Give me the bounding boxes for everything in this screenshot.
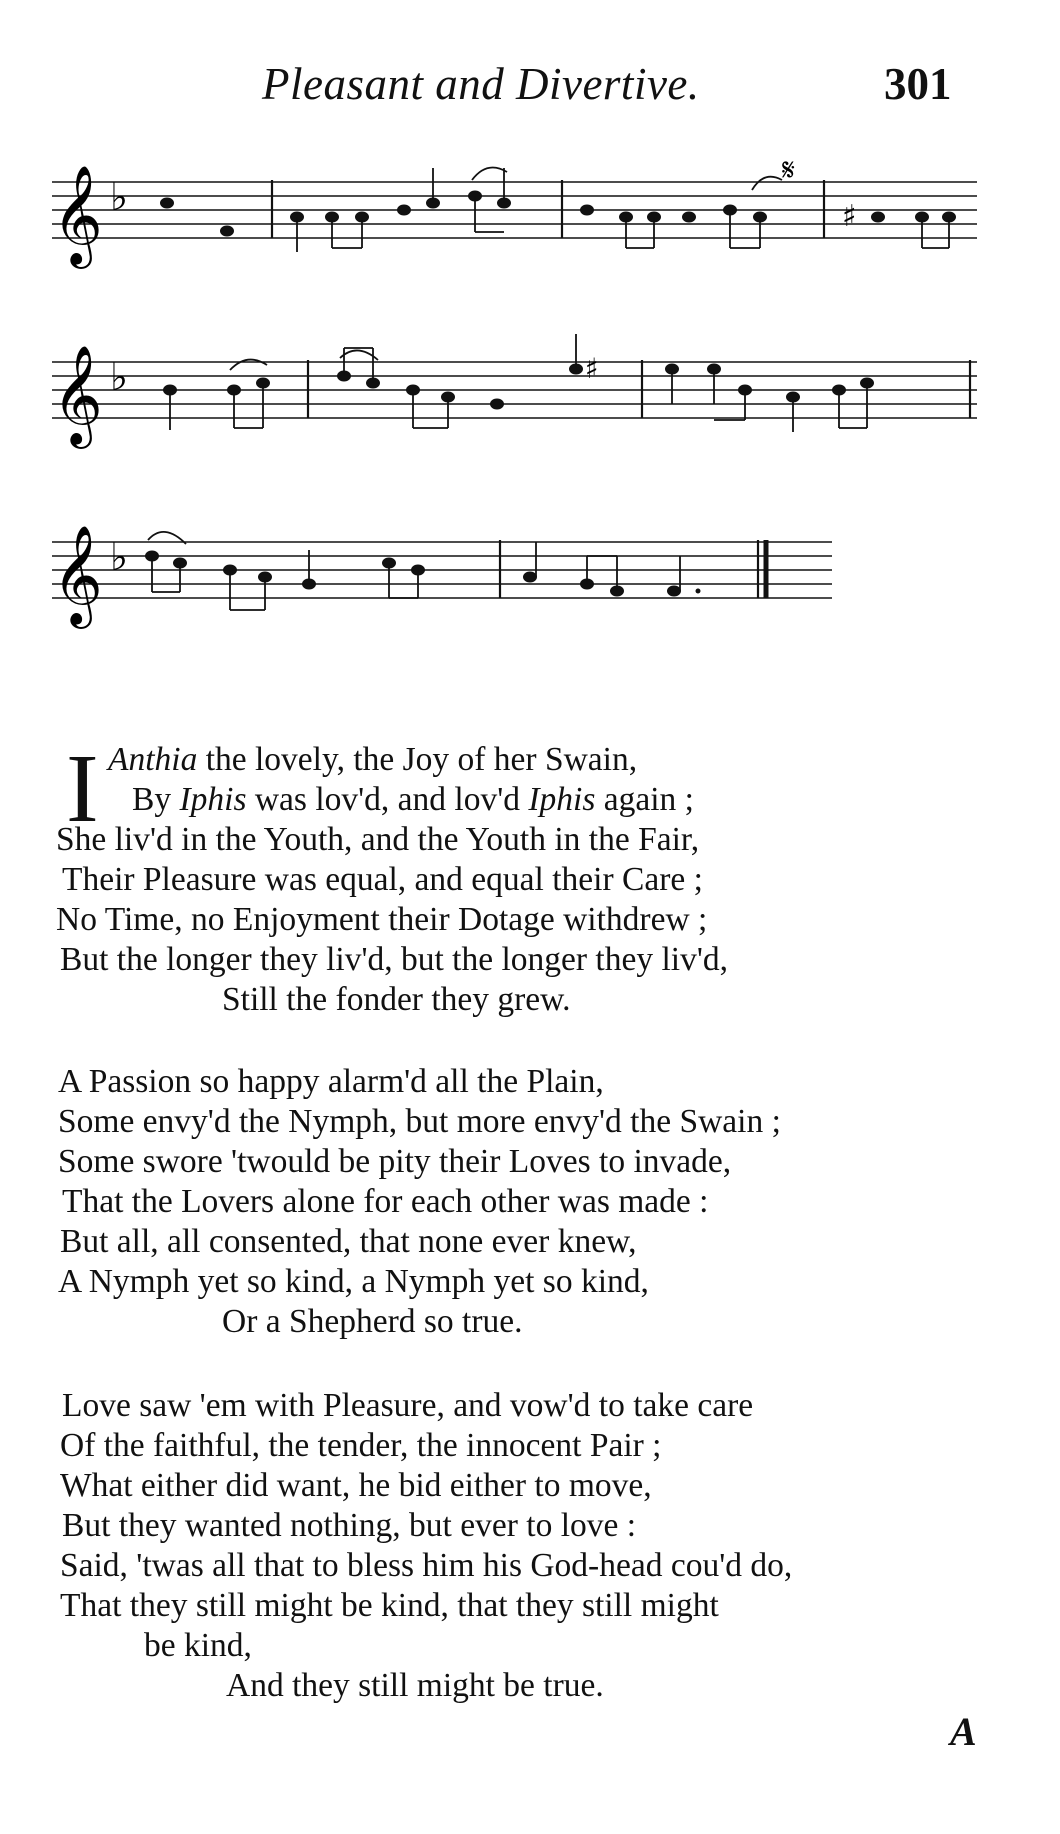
verse1-line5: No Time, no Enjoyment their Dotage withdrew ; [56,901,708,938]
name-iphis-1: Iphis [179,781,247,818]
drop-cap: I [66,735,99,843]
verse1-line6: But the longer they liv'd, but the longer they liv'd, [60,941,729,978]
verse2-line4: That the Lovers alone for each other was made : [62,1183,709,1220]
verse1-line2-c: again ; [595,781,694,818]
flat-icon: ♭ [110,175,128,219]
sharp-icon: ♯ [842,199,857,234]
treble-clef-icon: 𝄞 [52,525,103,625]
verse2-line7: Or a Shepherd so true. [222,1303,523,1340]
verse1-line1-text: the lovely, the Joy of her Swain, [197,741,638,778]
verse2-line1: A Passion so happy alarm'd all the Plain, [58,1063,604,1100]
running-title: Pleasant and Divertive. [262,59,700,109]
music-staff-1 [52,140,980,300]
staff-notation-2 [52,320,980,480]
verse3-line3: What either did want, he bid either to move, [60,1467,652,1504]
name-anthia: Anthia [108,741,198,778]
notes-staff-2 [163,364,874,410]
catchword: A [950,1709,977,1754]
verse2-line2: Some envy'd the Nymph, but more envy'd the Swain ; [58,1103,781,1140]
verse3-line6: That they still might be kind, that they still might [60,1587,719,1624]
page-number: 301 [884,59,952,109]
verse3-line2: Of the faithful, the tender, the innocent Pair ; [60,1427,662,1464]
verse1-line7: Still the fonder they grew. [222,981,571,1018]
verse1-line2-a: By [132,781,180,818]
verse1-line3: She liv'd in the Youth, and the Youth in the Fair, [56,821,700,858]
verse1-line1 [108,740,637,780]
verse1-line2 [132,780,694,820]
sharp-icon: ♯ [585,352,599,385]
music-staff-2 [52,320,980,480]
verse3-line8: And they still might be true. [226,1667,604,1704]
page-header [0,48,1060,118]
verse3-line4: But they wanted nothing, but ever to love : [62,1507,637,1544]
verse1-line2-b: was lov'd, and lov'd [246,781,529,818]
name-iphis-2: Iphis [528,781,596,818]
treble-clef-icon: 𝄞 [52,345,103,445]
verse2-line5: But all, all consented, that none ever knew, [60,1223,637,1260]
verse2-line6: A Nymph yet so kind, a Nymph yet so kind, [58,1263,649,1300]
staff-notation-1 [52,140,980,300]
music-staff-3 [52,500,980,660]
verse3-line7: be kind, [144,1627,252,1664]
flat-icon: ♭ [110,535,128,579]
segno-icon: 𝄋 [782,153,795,188]
treble-clef-icon: 𝄞 [52,165,103,265]
verse2-line3: Some swore 'twould be pity their Loves to invade, [58,1143,732,1180]
notes-staff-1 [160,191,956,237]
verse3-line1: Love saw 'em with Pleasure, and vow'd to take care [62,1387,754,1424]
verse1-line4: Their Pleasure was equal, and equal their Care ; [62,861,703,898]
verse3-line5: Said, 'twas all that to bless him his God-head cou'd do, [60,1547,793,1584]
flat-icon: ♭ [110,355,128,399]
staff-notation-3 [52,500,980,660]
